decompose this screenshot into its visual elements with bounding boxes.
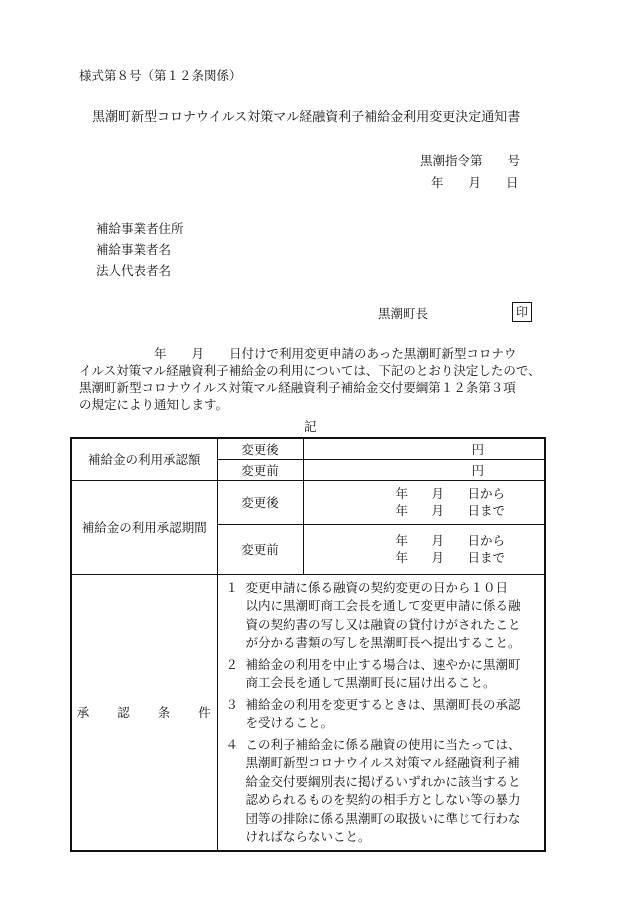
condition-line: 変更申請に係る融資の契約変更の日から１０日 (245, 579, 509, 595)
to-unit: 日まで (467, 503, 506, 518)
year-unit: 年 (395, 503, 409, 518)
document-title: 黒潮町新型コロナウイルス対策マル経融資利子補給金利用変更決定通知書 (92, 110, 521, 125)
period-after-value (303, 480, 545, 524)
recipient-representative-label: 法人代表者名 (96, 263, 172, 278)
month-unit: 月 (431, 486, 445, 501)
condition-item (226, 696, 539, 733)
amount-label: 補給金の利用承認額 (71, 438, 217, 480)
condition-item (226, 736, 539, 847)
conditions-list (217, 574, 545, 851)
recipient-block (96, 218, 184, 281)
body-line: 黒潮町新型コロナウイルス対策マル経融資利子補給金交付要綱第１２条第３項 (79, 380, 516, 395)
month-unit: 月 (431, 550, 445, 565)
period-label: 補給金の利用承認期間 (71, 480, 217, 574)
decision-table (70, 437, 546, 852)
amount-before-label: 変更前 (217, 459, 303, 480)
condition-line: この利子補給金に係る融資の使用に当たっては、 (245, 736, 521, 752)
condition-line: が分かる書類の写しを黒潮町長へ提出すること。 (245, 635, 521, 650)
year-unit: 年 (395, 486, 409, 501)
recipient-name-label: 補給事業者名 (96, 242, 172, 257)
ki-heading: 記 (304, 419, 317, 434)
period-before-value (303, 524, 545, 574)
condition-line: 給金交付要綱別表に掲げるいずれかに該当すると (245, 773, 521, 789)
amount-after-label: 変更後 (217, 438, 303, 459)
body-line: の規定により通知します。 (79, 397, 229, 412)
condition-number: １ (225, 579, 239, 595)
reference-number: 黒潮指令第 号 (420, 153, 521, 168)
condition-line: 資の契約書の写し又は融資の貸付けがされたこと (245, 616, 521, 632)
recipient-address-label: 補給事業者住所 (96, 221, 184, 236)
seal-mark: 印 (512, 302, 532, 322)
condition-item (226, 579, 539, 653)
period-after-label: 変更後 (217, 480, 303, 524)
conditions-label: 承 認 条 件 (71, 574, 217, 851)
notice-body (79, 345, 549, 413)
month-unit: 月 (431, 533, 445, 548)
condition-line: 補給金の利用を変更するときは、黒潮町長の承認 (245, 696, 521, 712)
amount-after-value: 円 (303, 438, 545, 459)
from-unit: 日から (467, 486, 506, 501)
body-line: イルス対策マル経融資利子補給金の利用については、下記のとおり決定したので、 (79, 363, 541, 378)
condition-line: 団等の排除に係る黒潮町の取扱いに準じて行わな (245, 810, 521, 826)
amount-before-value: 円 (303, 459, 545, 480)
form-number: 様式第８号（第１２条関係） (79, 68, 242, 83)
condition-line: 黒潮町新型コロナウイルス対策マル経融資利子補 (245, 755, 520, 770)
condition-number: ３ (225, 696, 239, 712)
month-unit: 月 (431, 503, 445, 518)
year-unit: 年 (395, 533, 409, 548)
year-unit: 年 (395, 550, 409, 565)
condition-line: 認められるものを契約の相手方としない等の暴力 (245, 792, 521, 807)
condition-number: ２ (225, 656, 239, 672)
condition-line: を受けること。 (245, 715, 334, 730)
condition-item (226, 656, 539, 693)
period-before-label: 変更前 (217, 524, 303, 574)
reference-date: 年 月 日 (431, 175, 519, 190)
condition-line: 商工会長を通して黒潮町長に届け出ること。 (245, 675, 496, 690)
to-unit: 日まで (467, 550, 506, 565)
sender-title: 黒潮町長 (378, 306, 429, 321)
body-line: 年 月 日付けで利用変更申請のあった黒潮町新型コロナウ (79, 346, 517, 361)
condition-line: 以内に黒潮町商工会長を通して変更申請に係る融 (245, 598, 521, 613)
condition-line: 補給金の利用を中止する場合は、速やかに黒潮町 (245, 656, 521, 672)
from-unit: 日から (467, 533, 506, 548)
condition-line: ければならないこと。 (245, 829, 371, 844)
condition-number: ４ (225, 736, 239, 752)
